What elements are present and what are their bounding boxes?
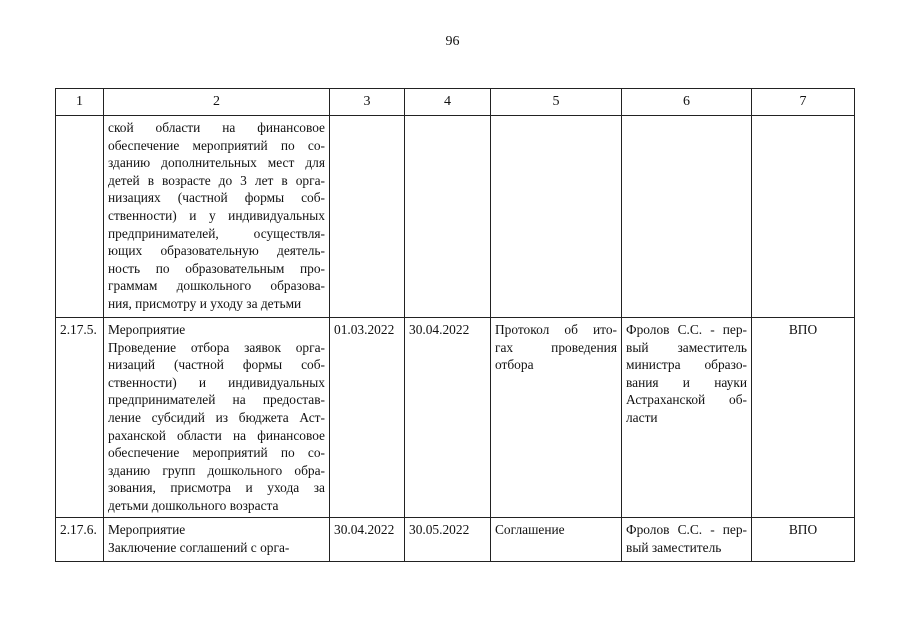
cell-end-date	[405, 116, 491, 318]
cell-result	[491, 518, 622, 562]
cell-text-line: ской области на финансовое	[108, 120, 325, 135]
header-col-3: 3	[330, 89, 405, 116]
cell-text-line: ющих образовательную деятель-	[108, 243, 325, 259]
cell-responsible	[622, 116, 752, 318]
cell-text-line: зования, присмотра и ухода за	[108, 480, 325, 496]
cell-text-line: низациях (частной формы соб-	[108, 190, 325, 206]
cell-text-line: зданию групп дошкольного обра-	[108, 462, 325, 478]
cell-text-line: ление субсидий из бюджета Аст-	[108, 409, 325, 425]
cell-text-line: Фролов С.С. - пер-	[626, 322, 747, 337]
cell-description	[104, 518, 330, 562]
header-col-2: 2	[104, 89, 330, 116]
table-row-continuation	[56, 116, 855, 318]
header-row	[56, 89, 855, 116]
cell-text-line: обеспечение мероприятий по со-	[108, 445, 325, 461]
cell-text-line: ность по образовательным про-	[108, 260, 325, 276]
cell-text-line: Проведение отбора заявок орга-	[108, 339, 325, 355]
cell-text-line: ния, присмотру и уходу за детьми	[108, 295, 302, 311]
header-col-4: 4	[405, 89, 491, 116]
cell-text-line: Астраханской об-	[626, 392, 747, 408]
cell-text-line: Мероприятие	[108, 522, 186, 537]
plan-table	[55, 88, 855, 562]
cell-text-line: зданию дополнительных мест для	[108, 155, 325, 171]
cell-text-line: Фролов С.С. - пер-	[626, 522, 747, 537]
cell-num: 2.17.6.	[56, 518, 104, 562]
table-row-2-17-5	[56, 318, 855, 518]
cell-text-line: детьми дошкольного возраста	[108, 497, 279, 513]
cell-responsible	[622, 318, 752, 518]
cell-source: ВПО	[752, 318, 855, 518]
cell-text-line: вания и науки	[626, 374, 747, 390]
cell-source	[752, 116, 855, 318]
cell-description	[104, 116, 330, 318]
cell-text-line: Заключение соглашений с орга-	[108, 539, 290, 555]
cell-start-date: 01.03.2022	[330, 318, 405, 518]
cell-start-date	[330, 116, 405, 318]
cell-text-line: предпринимателей на предостав-	[108, 392, 325, 408]
cell-text-line: вый заместитель	[626, 539, 722, 555]
cell-text-line: ственности) и индивидуальных	[108, 374, 325, 390]
cell-description	[104, 318, 330, 518]
cell-end-date: 30.04.2022	[405, 318, 491, 518]
cell-text-line: граммам дошкольного образова-	[108, 278, 325, 294]
cell-source: ВПО	[752, 518, 855, 562]
cell-text-line: министра образо-	[626, 357, 747, 373]
header-col-6: 6	[622, 89, 752, 116]
cell-text-line: Протокол об ито-	[495, 322, 617, 337]
cell-text-line: детей в возрасте до 3 лет в орга-	[108, 172, 325, 188]
cell-result	[491, 318, 622, 518]
cell-text-line: раханской области на финансовое	[108, 427, 325, 443]
cell-result	[491, 116, 622, 318]
header-col-5: 5	[491, 89, 622, 116]
cell-text-line: предпринимателей, осуществля-	[108, 225, 325, 241]
cell-text-line: Соглашение	[495, 522, 565, 537]
cell-text-line: Мероприятие	[108, 322, 186, 337]
cell-text-line: обеспечение мероприятий по со-	[108, 137, 325, 153]
cell-num: 2.17.5.	[56, 318, 104, 518]
header-col-1: 1	[56, 89, 104, 116]
cell-text-line: отбора	[495, 357, 534, 373]
cell-start-date: 30.04.2022	[330, 518, 405, 562]
header-col-7: 7	[752, 89, 855, 116]
table-row-2-17-6	[56, 518, 855, 562]
cell-text-line: гах проведения	[495, 339, 617, 355]
cell-num	[56, 116, 104, 318]
cell-text-line: ственности) и у индивидуальных	[108, 207, 325, 223]
page-number: 96	[445, 34, 460, 49]
cell-text-line: вый заместитель	[626, 339, 747, 355]
cell-responsible	[622, 518, 752, 562]
cell-text-line: ласти	[626, 409, 658, 425]
cell-text-line: низаций (частной формы соб-	[108, 357, 325, 373]
cell-end-date: 30.05.2022	[405, 518, 491, 562]
